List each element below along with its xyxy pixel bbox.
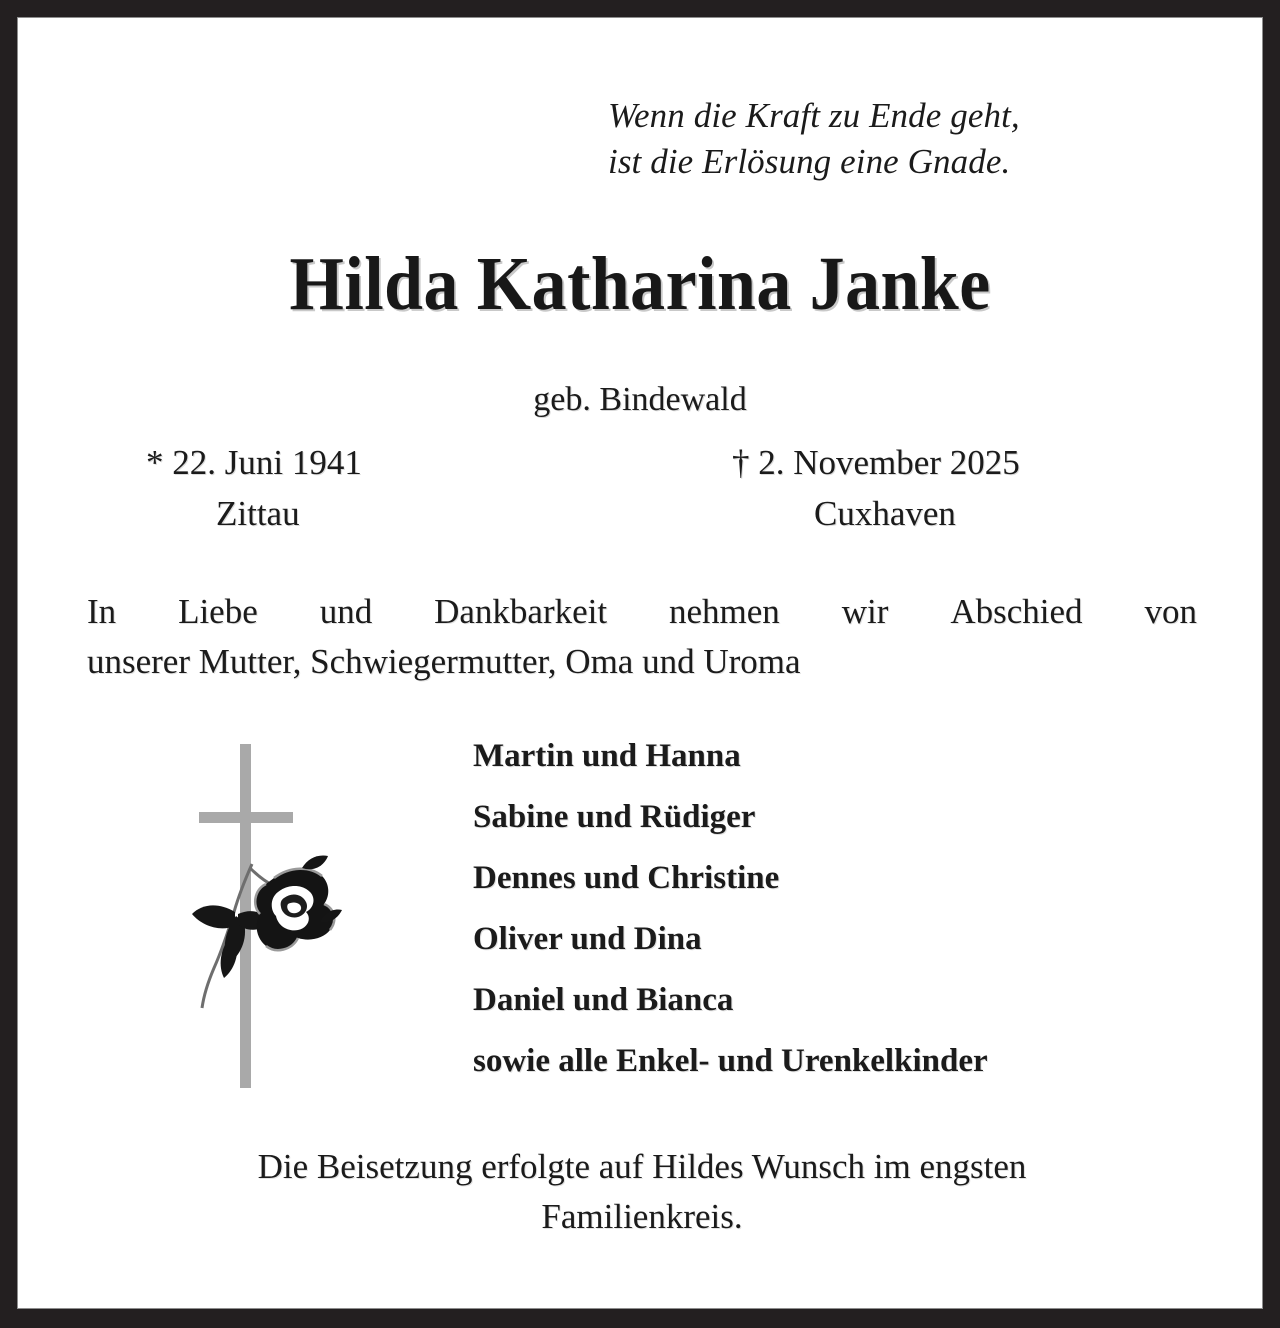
rose-bloom	[255, 856, 342, 951]
mourners-list	[473, 740, 988, 1106]
farewell-line-2: unserer Mutter, Schwiegermutter, Oma und Uroma	[87, 641, 801, 681]
farewell-word: und	[319, 592, 373, 631]
deceased-name-block	[18, 242, 1262, 326]
epigraph-line-1: Wenn die Kraft zu Ende geht,	[608, 96, 1020, 135]
mourner-item: Sabine und Rüdiger	[473, 799, 756, 835]
farewell-word: Abschied	[950, 592, 1083, 631]
farewell-word: Liebe	[178, 592, 258, 631]
farewell-word: nehmen	[669, 592, 780, 631]
maiden-name: geb. Bindewald	[533, 381, 747, 418]
farewell-word: wir	[841, 592, 889, 631]
birth-date: * 22. Juni 1941	[146, 443, 362, 482]
farewell-word: Dankbarkeit	[434, 592, 608, 631]
farewell-line-1	[87, 587, 1197, 637]
mourner-item: sowie alle Enkel- und Urenkelkinder	[473, 1043, 988, 1079]
mourner-item: Dennes und Christine	[473, 860, 780, 896]
birth-details	[88, 438, 606, 540]
deceased-name: Hilda Katharina Janke	[289, 242, 991, 326]
death-details	[694, 438, 1192, 540]
closing-line-1: Die Beisetzung erfolgte auf Hildes Wunsch im engsten	[257, 1147, 1027, 1186]
life-dates	[88, 438, 1192, 540]
death-date: † 2. November 2025	[732, 443, 1020, 482]
mourner-item: Daniel und Bianca	[473, 982, 734, 1018]
mourner-item: Martin und Hanna	[473, 738, 741, 774]
farewell-word: von	[1144, 592, 1197, 631]
farewell-paragraph	[87, 587, 1197, 686]
farewell-word: In	[87, 592, 117, 631]
closing-note	[87, 1142, 1197, 1243]
birth-place: Zittau	[216, 493, 300, 533]
death-place: Cuxhaven	[814, 493, 956, 533]
obituary-card	[17, 17, 1263, 1309]
epigraph-line-2: ist die Erlösung eine Gnade.	[608, 142, 1011, 182]
closing-line-2: Familienkreis.	[541, 1197, 743, 1237]
mourner-item: Oliver und Dina	[473, 921, 702, 957]
rose-leaves	[192, 905, 270, 978]
epigraph	[608, 93, 1020, 185]
cross-with-rose-icon	[178, 736, 358, 1096]
